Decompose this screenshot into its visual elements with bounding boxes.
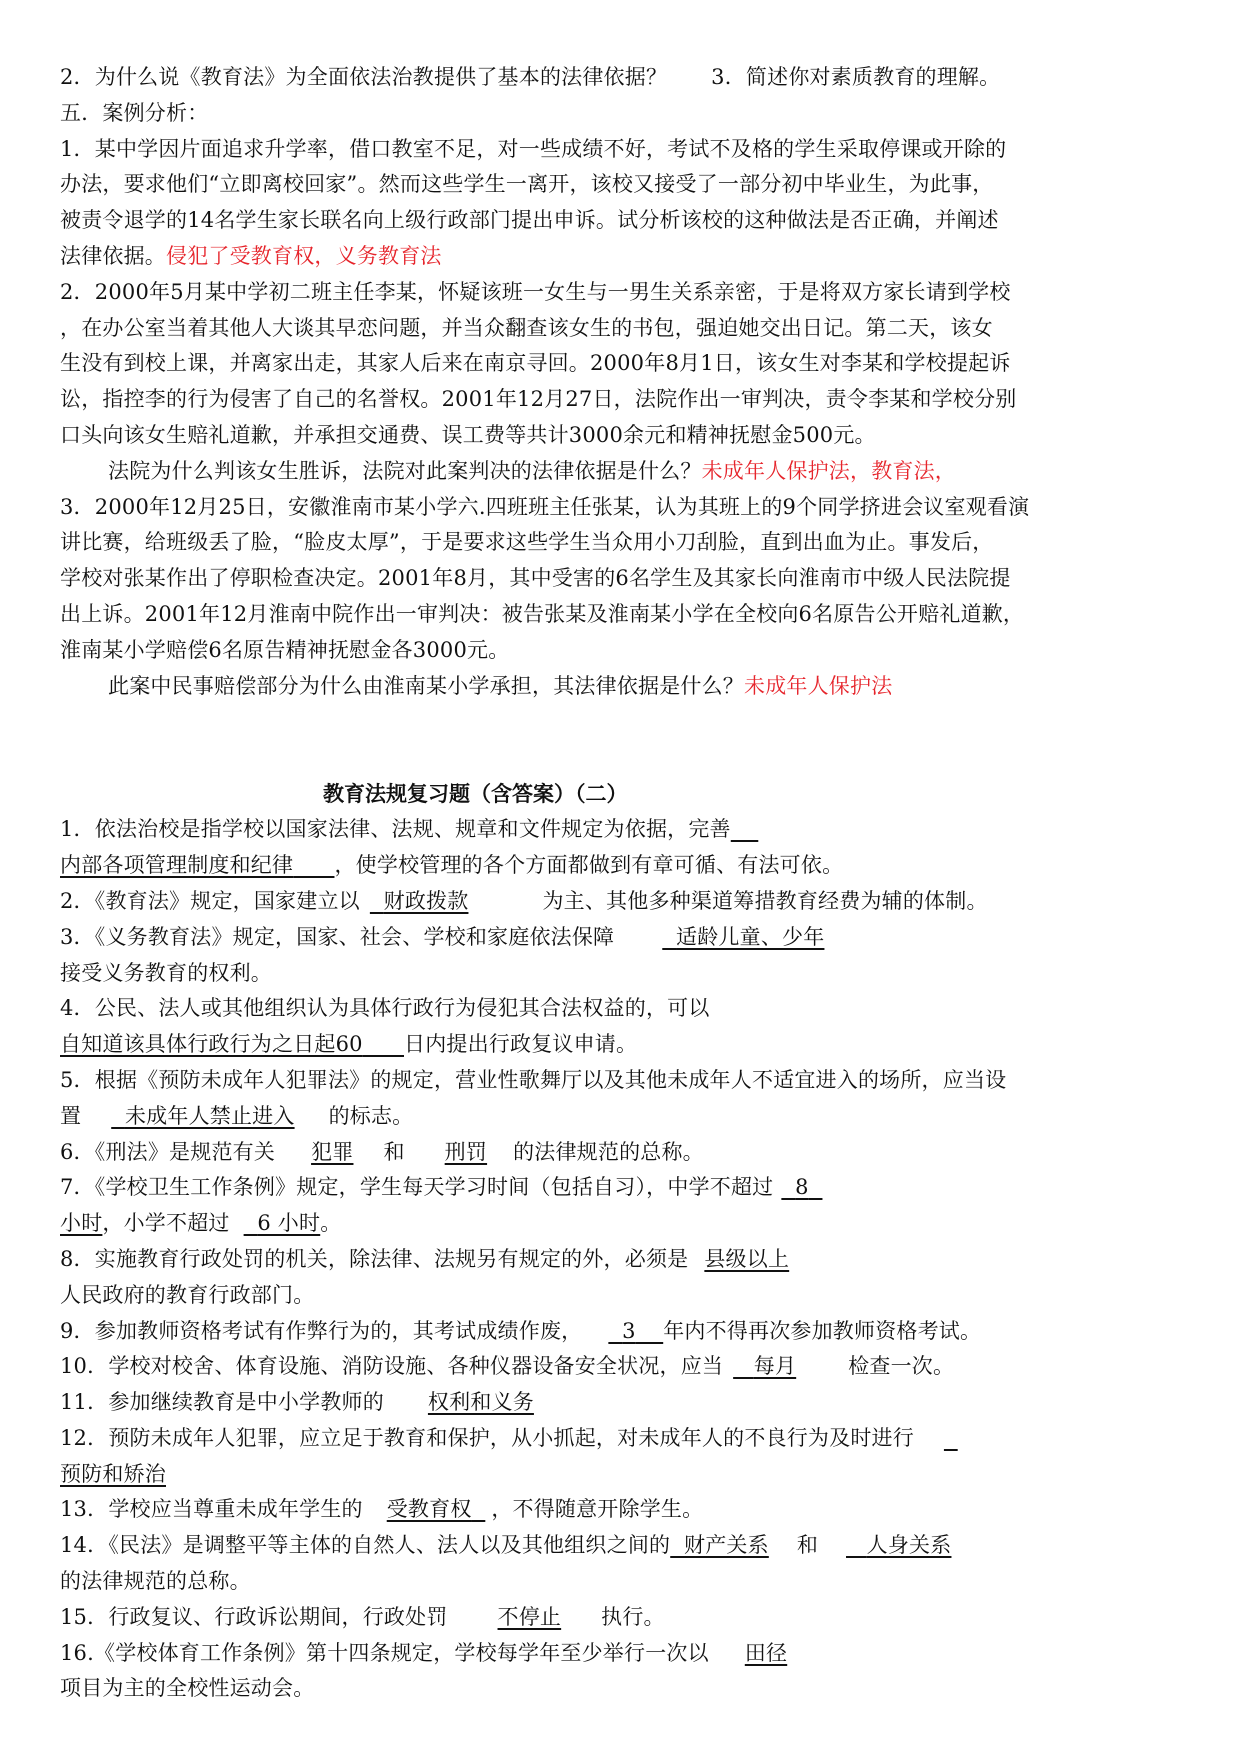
question-text: 15．行政复议、行政诉讼期间，行政处罚 [60,1604,448,1629]
question-item-16 [60,1636,1181,1672]
answer-blank: 自知道该具体行政行为之日起60 [60,1032,363,1057]
question-item-4: 4．公民、法人或其他组织认为具体行政行为侵犯其合法权益的，可以 [60,996,710,1021]
question-item-5: 5．根据《预防未成年人犯罪法》的规定，营业性歌舞厅以及其他未成年人不适宜进入的场所，应当设 [60,1067,1007,1092]
question-text: 6．《刑法》是规范有关 [60,1139,276,1164]
question-item-6 [60,1135,1181,1171]
case-2-line: 生没有到校上课，并离家出走，其家人后来在南京寻回。2000年8月1日，该女生对李某和学校提起诉 [60,351,1011,376]
case-3-question: 此案中民事赔偿部分为什么由淮南某小学承担，其法律依据是什么？ [108,673,744,698]
question-item-16-cont: 项目为主的全校性运动会。 [60,1676,315,1701]
section-5-title: 五．案例分析： [60,100,209,125]
question-item-2 [60,884,1181,920]
question-text: 7．《学校卫生工作条例》规定，学生每天学习时间（包括自习），中学不超过 [60,1175,774,1200]
question-item-10 [60,1349,1181,1385]
answer-blank-lead [731,817,759,841]
question-item-7-cont [60,1206,1181,1242]
question-text: ，小学不超过 [102,1211,230,1236]
answer-blank: 犯罪 [311,1139,354,1164]
question-text: 11．参加继续教育是中小学教师的 [60,1390,384,1415]
question-item-1 [60,812,1181,848]
question-item-8-cont: 人民政府的教育行政部门。 [60,1282,315,1307]
answer-text: 适龄儿童、少年 [676,924,825,949]
answer-blank [387,1497,486,1521]
question-item-15 [60,1600,1181,1636]
question-text: 16.《学校体育工作条例》第十四条规定，学校每学年至少举行一次以 [60,1640,709,1665]
answer-text: 受教育权 [386,1497,472,1522]
question-text: 1．依法治校是指学校以国家法律、法规、规章和文件规定为依据，完善 [60,817,731,842]
case-3-answer: 未成年人保护法 [744,673,893,698]
question-item-3 [60,920,1181,956]
question-text: 。 [320,1211,342,1236]
answer-blank [846,1533,951,1557]
answer-blank-lead [944,1426,958,1450]
question-text: 年内不得再次参加教师资格考试。 [663,1318,982,1343]
answer-blank: 预防和矫治 [60,1461,166,1486]
case-2-line: 2．2000年5月某中学初二班主任李某，怀疑该班一女生与一男生关系亲密，于是将双方家长请到学校 [60,279,1011,304]
case-2 [60,275,1181,490]
case-3-line: 出上诉。2001年12月淮南中院作出一审判决：被告张某及淮南某小学在全校向6名原告公开赔礼道歉， [60,601,1025,626]
question-text: 执行。 [601,1604,665,1629]
question-text: 8．实施教育行政处罚的机关，除法律、法规另有规定的外，必须是 [60,1246,689,1271]
answer-text: 每月 [753,1354,797,1379]
answer-blank-tail [293,853,334,877]
question-text: 2．《教育法》规定，国家建立以 [60,888,360,913]
answer-blank [244,1211,321,1235]
question-text: 检查一次。 [848,1354,955,1379]
case-1-line: 1．某中学因片面追求升学率，借口教室不足，对一些成绩不好，考试不及格的学生采取停课或开除的 [60,136,1007,161]
case-3-line: 学校对张某作出了停职检查决定。2001年8月，其中受害的6名学生及其家长向淮南市中级人民法院提 [60,566,1011,591]
case-2-line: 讼，指控李的行为侵害了自己的名誉权。2001年12月27日，法院作出一审判决，责令李某和学校分别 [60,387,1017,412]
question-2: 2．为什么说《教育法》为全面依法治教提供了基本的法律依据？ [60,65,668,89]
case-2-line: ，在办公室当着其他人大谈其早恋问题，并当众翻查该女生的书包，强迫她交出日记。第二天，该女 [60,315,993,340]
question-text: 为主、其他多种渠道筹措教育经费为辅的体制。 [542,888,988,913]
question-item-9 [60,1314,1181,1350]
answer-blank-tail [363,1032,404,1056]
question-item-7 [60,1170,1181,1206]
question-text: 和 [796,1533,819,1558]
question-item-3-cont: 接受义务教育的权利。 [60,960,272,985]
section-title: 教育法规复习题（含答案）（二） [323,782,628,807]
question-text: 置 [60,1103,82,1128]
case-2-question-line [60,454,1181,490]
case-1 [60,132,1181,275]
question-item-11 [60,1385,1181,1421]
case-3-line: 淮南某小学赔偿6名原告精神抚慰金各3000元。 [60,637,510,662]
case-3 [60,490,1181,705]
fill-in-questions [60,812,1181,1707]
question-text: 3．《义务教育法》规定，国家、社会、学校和家庭依法保障 [60,924,615,949]
answer-blank: 县级以上 [704,1246,790,1271]
answer-text: 6 小时 [257,1211,321,1236]
question-text: 12．预防未成年人犯罪，应立足于教育和保护，从小抓起，对未成年人的不良行为及时进行 [60,1425,914,1450]
case-1-line: 被责令退学的14名学生家长联名向上级行政部门提出申诉。试分析该校的这种做法是否正确，并阐述 [60,208,999,233]
case-1-answer: 侵犯了受教育权，义务教育法 [166,243,442,268]
question-text: ，不得随意开除学生。 [491,1497,704,1522]
question-item-5-cont [60,1099,1181,1135]
answer-blank [733,1354,796,1378]
question-item-14 [60,1528,1181,1564]
question-item-13 [60,1492,1181,1528]
question-text: 14．《民法》是调整平等主体的自然人、法人以及其他组织之间的 [60,1533,671,1558]
question-text: 9．参加教师资格考试有作弊行为的，其考试成绩作废， [60,1318,583,1343]
question-text: ，使学校管理的各个方面都做到有章可循、有法可依。 [334,853,844,878]
case-3-line: 3．2000年12月25日，安徽淮南市某小学六.四班班主任张某，认为其班上的9个同学挤进会议室观看演 [60,494,1030,519]
section-spacer [60,704,1181,776]
question-item-1-cont [60,848,1181,884]
answer-blank [662,925,824,949]
answer-blank: 田径 [744,1640,788,1665]
case-2-answer: 未成年人保护法，教育法， [701,458,957,483]
answer-text: 3 [622,1318,636,1343]
question-text: 的法律规范的总称。 [513,1139,704,1164]
question-item-8 [60,1242,1181,1278]
answer-text: 财产关系 [684,1533,769,1558]
question-item-14-cont: 的法律规范的总称。 [60,1569,251,1594]
answer-blank [608,1319,663,1343]
answer-blank [111,1104,294,1128]
answer-blank [370,889,469,913]
answer-blank [781,1175,822,1199]
answer-blank: 小时 [60,1211,103,1236]
answer-text: 8 [795,1175,809,1200]
answer-text: 财政拨款 [383,888,469,913]
answer-blank: 权利和义务 [427,1390,534,1415]
answer-text: 未成年人禁止进入 [124,1103,295,1128]
case-1-line [60,239,1181,275]
question-text: 日内提出行政复议申请。 [404,1032,638,1057]
question-text: 10．学校对校舍、体育设施、消防设施、各种仪器设备安全状况，应当 [60,1354,724,1379]
case-2-line: 口头向该女生赔礼道歉，并承担交通费、误工费等共计3000余元和精神抚慰金500元。 [60,422,876,447]
answer-blank [670,1533,769,1557]
answer-blank: 内部各项管理制度和纪律 [60,853,294,878]
case-3-question-line [60,669,1181,705]
case-3-line: 讲比赛，给班级丢了脸，“脸皮太厚”，于是要求这些学生当众用小刀刮脸，直到出血为止。事发后， [60,530,994,555]
case-1-line: 办法，要求他们“立即离校回家”。然而这些学生一离开，该校又接受了一部分初中毕业生，为此事， [60,172,994,197]
question-item-12 [60,1421,1181,1457]
question-3: 3．简述你对素质教育的理解。 [711,65,1001,89]
question-item-4-cont [60,1027,1181,1063]
questions-2-3-line [60,60,1181,96]
case-2-question: 法院为什么判该女生胜诉，法院对此案判决的法律依据是什么？ [108,458,702,483]
question-text: 13．学校应当尊重未成年学生的 [60,1497,363,1522]
answer-blank: 刑罚 [444,1139,488,1164]
answer-blank: 不停止 [497,1604,562,1629]
question-text: 和 [383,1139,405,1164]
answer-text: 人身关系 [866,1533,952,1558]
case-1-text: 法律依据。 [60,243,166,268]
question-item-12-cont [60,1457,1181,1493]
question-text: 的标志。 [328,1103,414,1128]
